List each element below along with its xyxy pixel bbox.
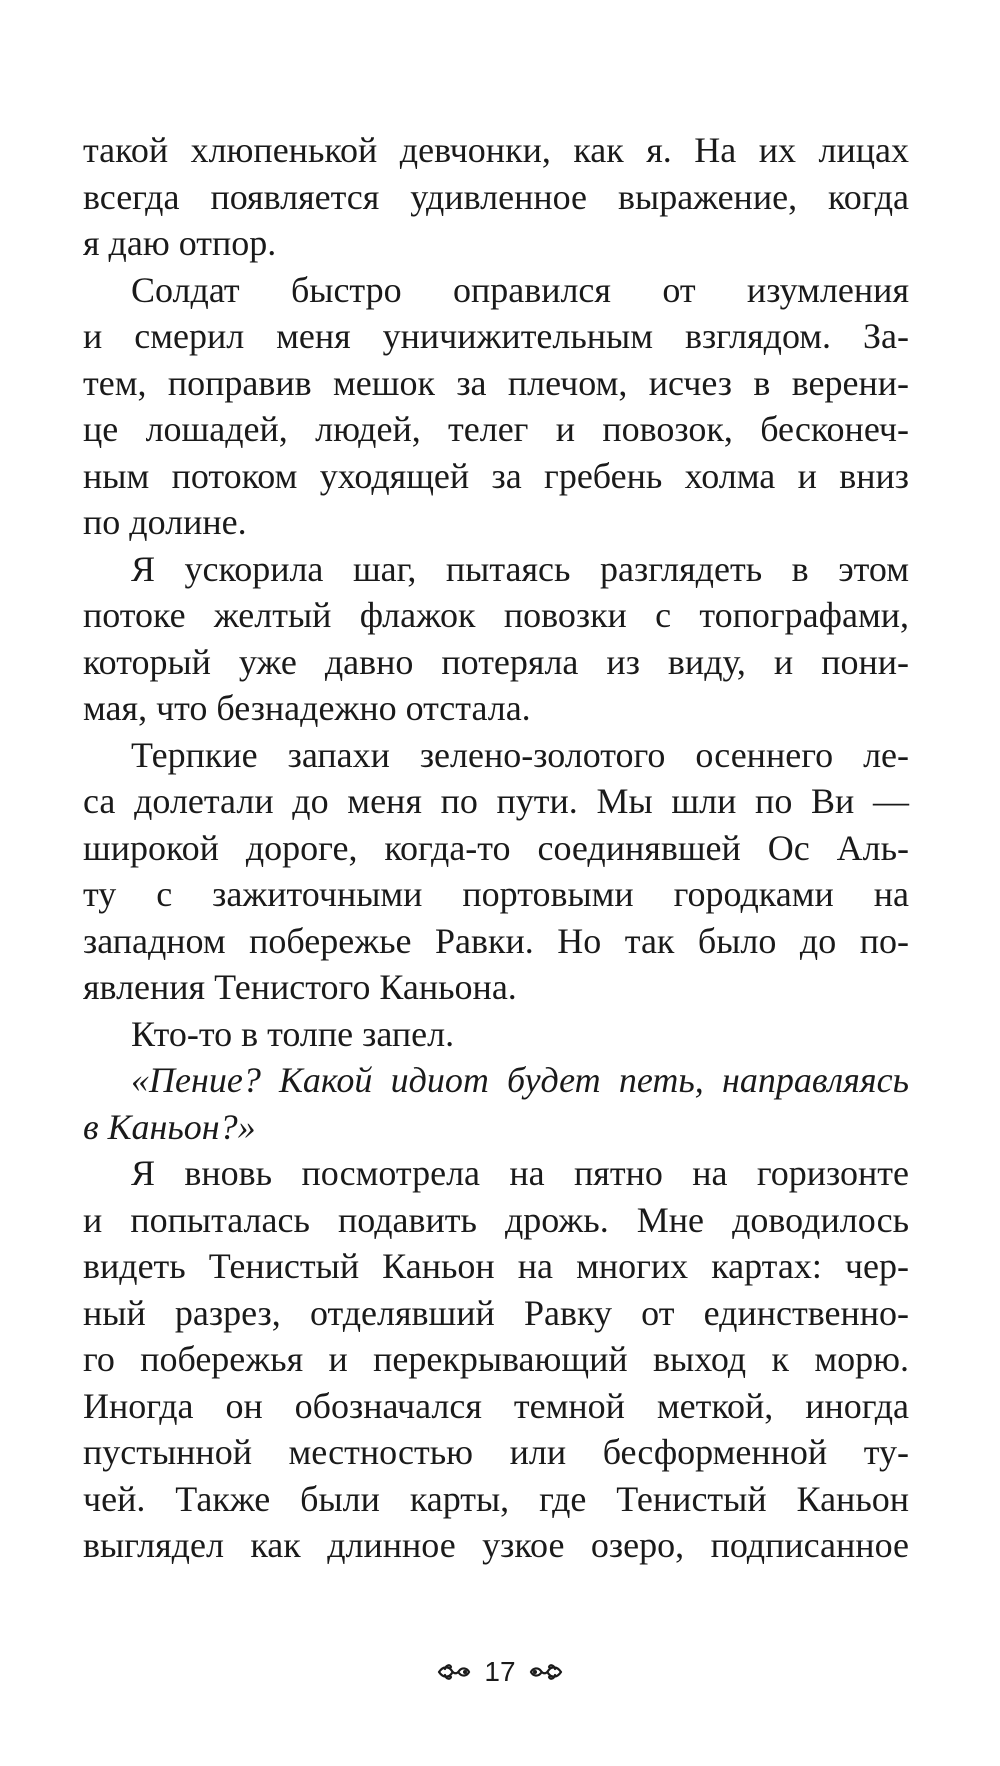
text-line: явления Тенистого Каньона.	[83, 967, 517, 1007]
text-line: ный разрез, отделявший Равку от единственно-	[83, 1292, 909, 1333]
text-line: я даю отпор.	[83, 223, 277, 263]
text-line: Я ускорила шаг, пытаясь разглядеть в этом	[131, 548, 909, 589]
text-line: го побережья и перекрывающий выход к морю.	[83, 1339, 909, 1379]
text-line: который уже давно потеряла из виду, и пони-	[83, 641, 909, 682]
text-line: са долетали до меня по пути. Мы шли по Ви —	[83, 781, 909, 821]
text-line: в Каньон?»	[83, 1106, 256, 1147]
text-line: широкой дороге, когда-то соединявшей Ос Аль-	[83, 827, 909, 868]
page-number: 17	[484, 1656, 516, 1688]
text-line: Солдат быстро оправился от изумления	[131, 269, 909, 310]
text-line: це лошадей, людей, телег и повозок, бесконеч-	[83, 409, 909, 449]
text-line: Кто-то в толпе запел.	[131, 1013, 455, 1054]
text-line: Я вновь посмотрела на пятно на горизонте	[131, 1153, 909, 1193]
text-line: и попыталась подавить дрожь. Мне доводилось	[83, 1199, 909, 1240]
text-line: тем, поправив мешок за плечом, исчез в верени-	[83, 362, 909, 403]
text-line: и смерил меня уничижительным взглядом. За-	[83, 316, 909, 356]
text-line: «Пение? Какой идиот будет петь, направляясь	[131, 1060, 909, 1100]
fleuron-right-icon	[529, 1662, 563, 1682]
text-line: всегда появляется удивленное выражение, когда	[83, 176, 909, 217]
text-line: пустынной местностью или бесформенной ту-	[83, 1432, 909, 1472]
fleuron-left-icon	[437, 1662, 471, 1682]
text-line: ным потоком уходящей за гребень холма и вниз	[83, 455, 909, 496]
text-line: такой хлюпенькой девчонки, как я. На их лицах	[83, 130, 909, 170]
text-line: выглядел как длинное узкое озеро, подписанное	[83, 1525, 909, 1565]
text-line: мая, что безнадежно отстала.	[83, 688, 531, 728]
text-line: видеть Тенистый Каньон на многих картах: чер-	[83, 1246, 909, 1286]
text-line: потоке желтый флажок повозки с топографами,	[83, 595, 909, 635]
text-line: западном побережье Равки. Но так было до по-	[83, 920, 909, 961]
text-line: ту с зажиточными портовыми городками на	[83, 874, 909, 914]
text-line: чей. Также были карты, где Тенистый Каньон	[83, 1478, 909, 1519]
page-body-text	[83, 127, 909, 1569]
page-footer	[0, 1652, 1000, 1690]
text-line: Иногда он обозначался темной меткой, иногда	[83, 1385, 909, 1426]
text-line: Терпкие запахи зелено-золотого осеннего ле-	[131, 734, 909, 775]
text-line: по долине.	[83, 502, 247, 542]
